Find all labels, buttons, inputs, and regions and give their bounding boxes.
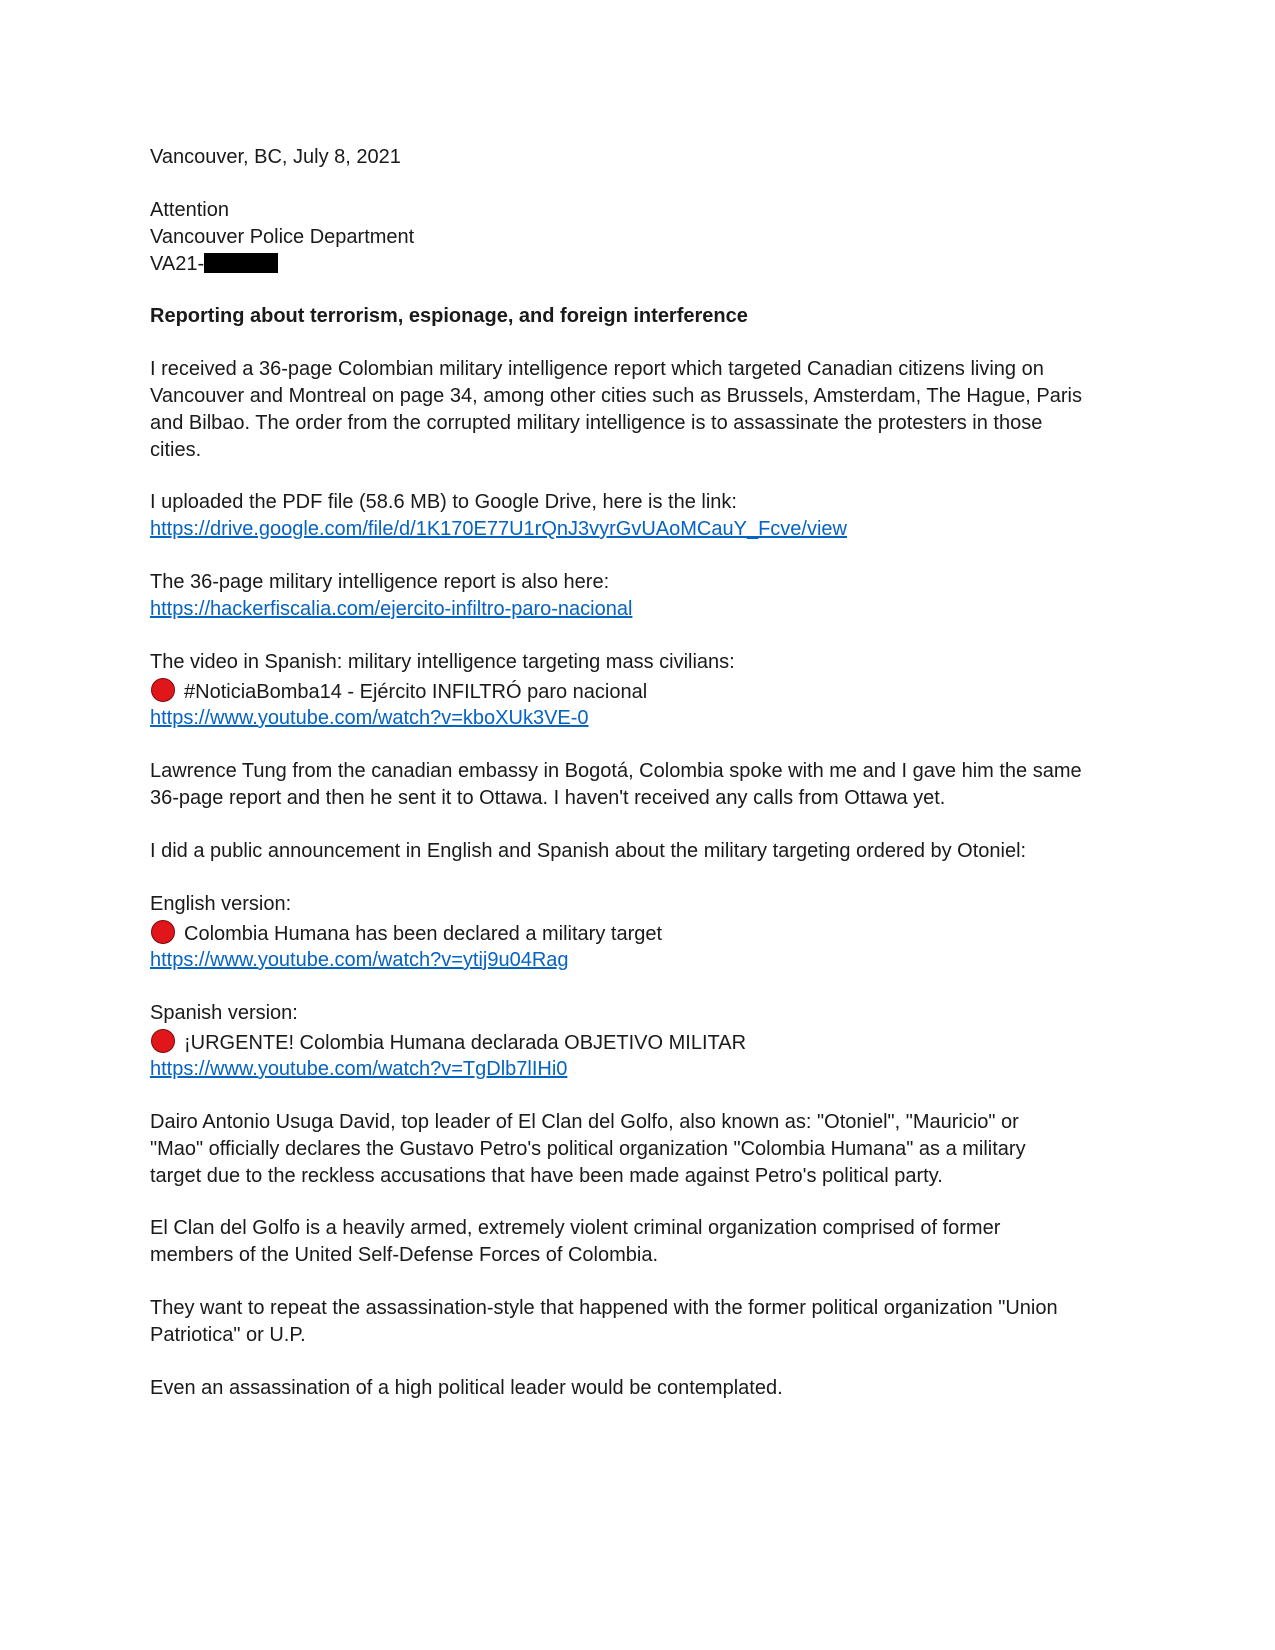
report-text: The 36-page military intelligence report is also here:	[150, 571, 610, 593]
paragraph-line: They want to repeat the assassination-style that happened with the former political organization "Union	[150, 1297, 1058, 1319]
video-link[interactable]: https://www.youtube.com/watch?v=kboXUk3VE-0	[150, 707, 589, 729]
paragraph-line: El Clan del Golfo is a heavily armed, extremely violent criminal organization comprised of former	[150, 1217, 1001, 1239]
video-title: #NoticiaBomba14 - Ejército INFILTRÓ paro nacional	[184, 681, 648, 703]
report-link-line	[150, 596, 1130, 623]
google-drive-link[interactable]: https://drive.google.com/file/d/1K170E77U1rQnJ3vyrGvUAoMCauY_Fcve/view	[150, 518, 847, 540]
video-title-line	[150, 678, 1130, 706]
spanish-title-line	[150, 1029, 1130, 1057]
video-text: The video in Spanish: military intelligence targeting mass civilians:	[150, 651, 735, 673]
red-circle-icon	[151, 920, 175, 944]
spanish-label: Spanish version:	[150, 1002, 298, 1024]
file-prefix: VA21-	[150, 253, 205, 275]
paragraph-line: 36-page report and then he sent it to Ottawa. I haven't received any calls from Ottawa yet.	[150, 787, 946, 809]
paragraph-line: cities.	[150, 439, 202, 461]
paragraph-line: members of the United Self-Defense Forces of Colombia.	[150, 1244, 658, 1266]
paragraph-line: and Bilbao. The order from the corrupted military intelligence is to assassinate the protesters in those	[150, 412, 1043, 434]
closing-sentence: Even an assassination of a high political leader would be contemplated.	[150, 1377, 783, 1399]
video-link-line	[150, 705, 1130, 732]
english-video-link[interactable]: https://www.youtube.com/watch?v=ytij9u04Rag	[150, 949, 569, 971]
english-title: Colombia Humana has been declared a military target	[184, 923, 663, 945]
drive-link-line	[150, 516, 1130, 543]
english-label: English version:	[150, 893, 292, 915]
place-date: Vancouver, BC, July 8, 2021	[150, 146, 401, 168]
paragraph-line: Vancouver and Montreal on page 34, among other cities such as Brussels, Amsterdam, The Hague, Paris	[150, 385, 1082, 407]
english-title-line	[150, 920, 1130, 948]
announcement-text: I did a public announcement in English and Spanish about the military targeting ordered by Otoniel:	[150, 840, 1027, 862]
spanish-title: ¡URGENTE! Colombia Humana declarada OBJETIVO MILITAR	[184, 1032, 747, 1054]
paragraph-line: "Mao" officially declares the Gustavo Petro's political organization "Colombia Humana" as a military	[150, 1138, 1026, 1160]
subject-heading: Reporting about terrorism, espionage, and foreign interference	[150, 305, 748, 327]
red-circle-icon	[151, 678, 175, 702]
paragraph-line: I received a 36-page Colombian military intelligence report which targeted Canadian citizens living on	[150, 358, 1044, 380]
spanish-link-line	[150, 1056, 1130, 1083]
redaction-bar	[204, 253, 278, 273]
red-circle-icon	[151, 1029, 175, 1053]
paragraph-line: Patriotica" or U.P.	[150, 1324, 306, 1346]
paragraph-line: Lawrence Tung from the canadian embassy in Bogotá, Colombia spoke with me and I gave him the same	[150, 760, 1082, 782]
file-number	[150, 251, 1130, 278]
spanish-video-link[interactable]: https://www.youtube.com/watch?v=TgDlb7lIHi0	[150, 1058, 568, 1080]
report-link[interactable]: https://hackerfiscalia.com/ejercito-infiltro-paro-nacional	[150, 598, 633, 620]
department-line: Vancouver Police Department	[150, 226, 415, 248]
english-link-line	[150, 947, 1130, 974]
paragraph-line: Dairo Antonio Usuga David, top leader of El Clan del Golfo, also known as: "Otoniel", "Mauricio" or	[150, 1111, 1019, 1133]
drive-text: I uploaded the PDF file (58.6 MB) to Google Drive, here is the link:	[150, 491, 737, 513]
attention-line: Attention	[150, 199, 229, 221]
paragraph-line: target due to the reckless accusations that have been made against Petro's political party.	[150, 1165, 943, 1187]
